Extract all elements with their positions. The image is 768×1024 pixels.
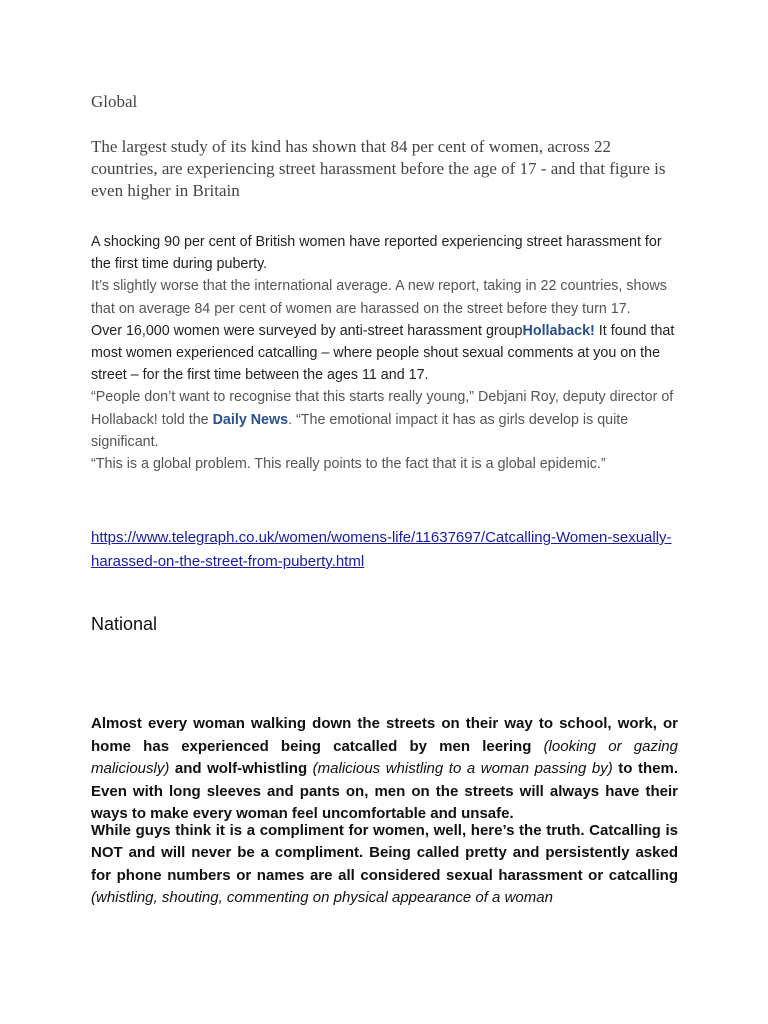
hollaback-link[interactable]: Hollaback!	[522, 322, 595, 339]
article-paragraph-3-rest: It found that most women experienced catcalling – where people shout sexual comments at you on the street – for the first time between the ages 11 and 17.	[91, 322, 675, 384]
article-paragraph-3	[91, 320, 681, 387]
daily-news-link[interactable]: Daily News	[212, 411, 289, 428]
article-excerpt	[91, 231, 681, 475]
article-paragraph-3-text: Over 16,000 women were surveyed by anti-street harassment group	[91, 322, 523, 339]
national-p2-text-a: While guys think it is a compliment for women, well, here’s the truth. Catcalling is	[91, 822, 678, 839]
article-paragraph-1: A shocking 90 per cent of British women have reported experiencing street harassment for the first time during puberty.	[91, 234, 662, 273]
national-p1-italic-b: (looking or gazing maliciously)	[91, 737, 678, 778]
national-heading: National	[91, 614, 158, 634]
national-paragraph-1	[91, 713, 678, 826]
national-p1-text-a: Almost every woman walking down the streets on their way to school, work, or home has experienced being catcalled by men leering	[91, 715, 678, 755]
national-p1-italic-d: (malicious whistling to a woman passing by)	[312, 760, 613, 778]
article-paragraph-2: It’s slightly worse that the international average. A new report, taking in 22 countries, shows that on average 84 per cent of women are harassed on the street before they turn 17.	[91, 278, 667, 317]
global-heading: Global	[91, 92, 138, 111]
national-p1-text-e: to them. Even with long sleeves and pants on, men on the streets will always have their ways to make every woman feel uncomfortable and unsafe.	[91, 760, 678, 823]
source-link-block	[91, 526, 691, 574]
article-paragraph-4	[91, 386, 681, 453]
national-paragraph-2	[91, 820, 678, 909]
article-paragraph-4-text: “People don’t want to recognise that this starts really young,” Debjani Roy, deputy director of Hollaback! told the	[91, 389, 674, 428]
source-link[interactable]: https://www.telegraph.co.uk/women/womens-life/11637697/Catcalling-Women-sexually-harassed-on-the-street-from-puberty.html	[91, 529, 672, 570]
national-p2-bold-not: NOT	[91, 844, 123, 862]
article-paragraph-5: “This is a global problem. This really points to the fact that it is a global epidemic.”	[91, 456, 606, 473]
national-p2-text-c: and will never be a compliment. Being called pretty and persistently asked for phone numbers or names are all considered sexual harassment or catcalling	[91, 844, 678, 884]
national-p1-text-c: and wolf-whistling	[169, 760, 313, 778]
global-lead: The largest study of its kind has shown that 84 per cent of women, across 22 countries, are experiencing street harassment before the age of 17 - and that figure is even higher in Britain	[91, 137, 666, 200]
national-p2-italic-d: (whistling, shouting, commenting on physical appearance of a woman	[91, 888, 553, 906]
article-paragraph-4-rest: . “The emotional impact it has as girls develop is quite significant.	[91, 411, 629, 450]
